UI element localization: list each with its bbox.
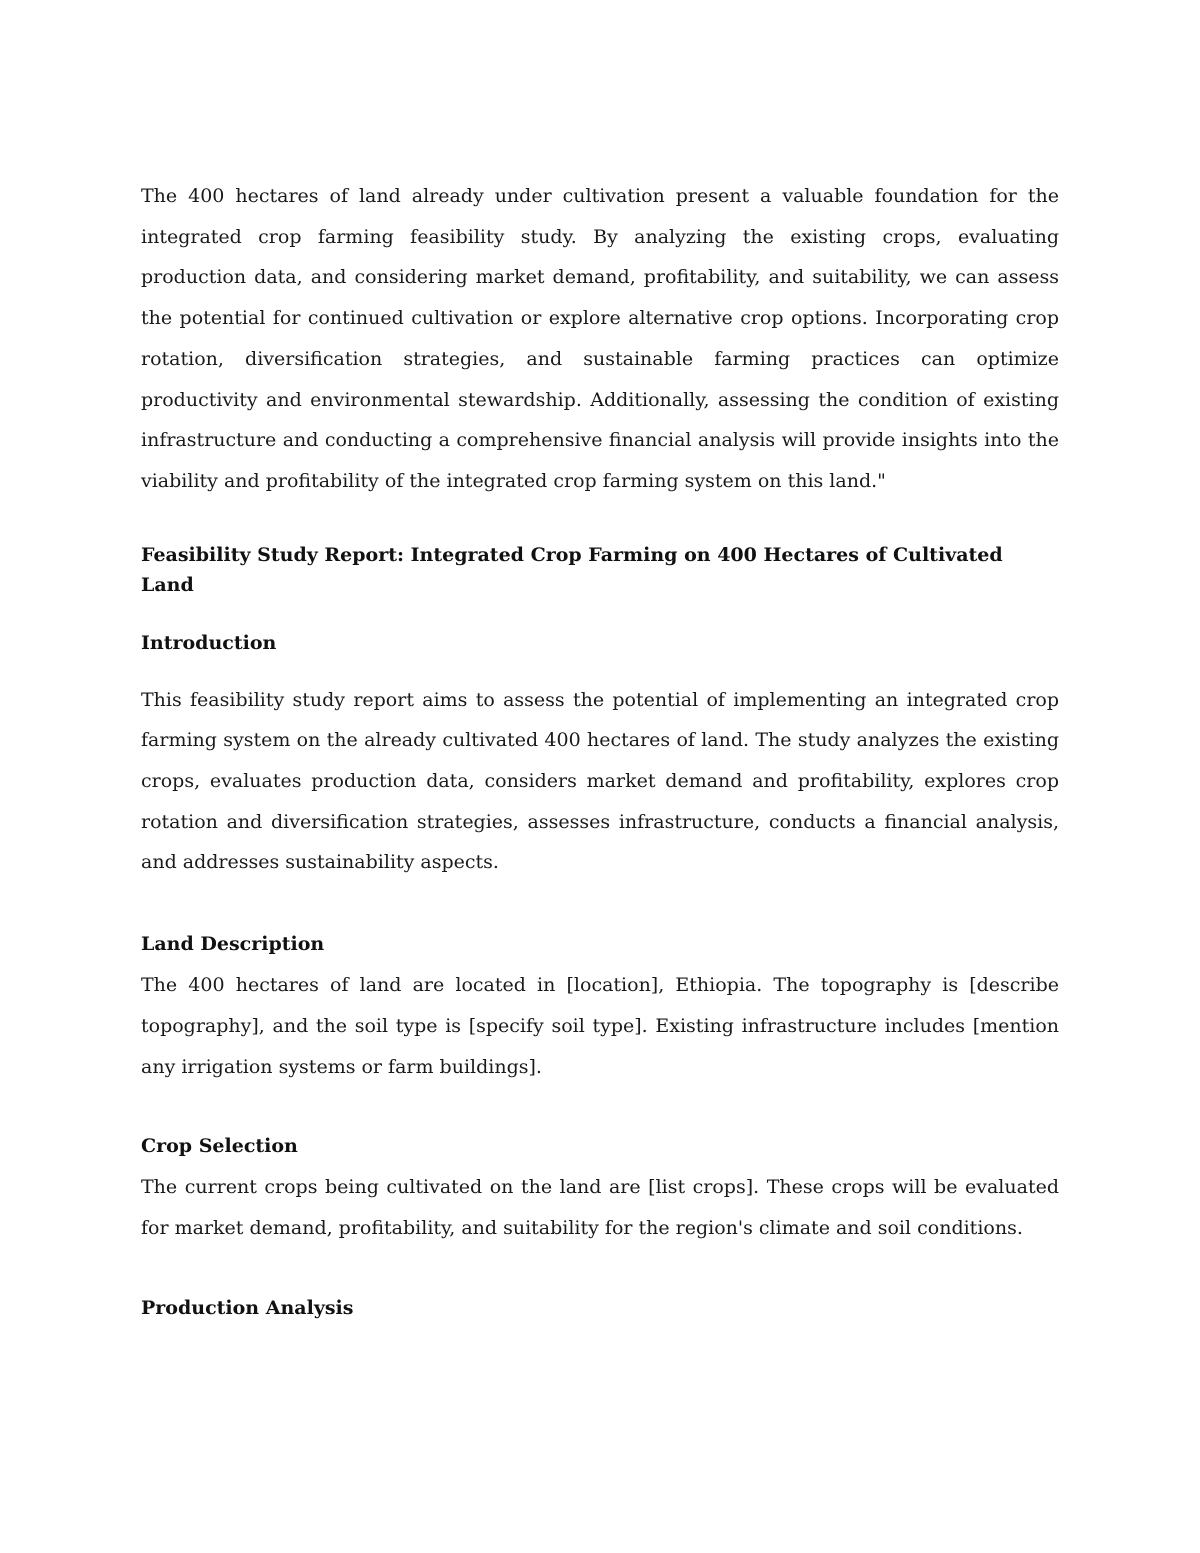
- section-heading-land-description: Land Description: [141, 933, 325, 956]
- report-title: Feasibility Study Report: Integrated Crop Farming on 400 Hectares of Cultivated Land: [141, 543, 1003, 596]
- section-heading-crop-selection: Crop Selection: [141, 1135, 298, 1158]
- section-body-crop-selection: The current crops being cultivated on the land are [list crops]. These crops will be evaluated for market demand, profitability, and suitability for the region's climate and soil conditions.: [141, 1176, 1059, 1239]
- section-body-land-description: The 400 hectares of land are located in [location], Ethiopia. The topography is [describe topography], and the soil type is [specify soil type]. Existing infrastructure includes [mention any irrigation systems or farm buildings].: [141, 974, 1059, 1078]
- opening-paragraph: The 400 hectares of land already under cultivation present a valuable foundation for the integrated crop farming feasibility study. By analyzing the existing crops, evaluating production data, and considering market demand, profitability, and suitability, we can assess the potential for continued cultivation or explore alternative crop options. Incorporating crop rotation, diversification strategies, and sustainable farming practices can optimize productivity and environmental stewardship. Additionally, assessing the condition of existing infrastructure and conducting a comprehensive financial analysis will provide insights into the viability and profitability of the integrated crop farming system on this land.": [141, 185, 1059, 492]
- document-body: [141, 176, 1059, 1329]
- section-body-introduction: This feasibility study report aims to assess the potential of implementing an integrated crop farming system on the already cultivated 400 hectares of land. The study analyzes the existing crops, evaluates production data, considers market demand and profitability, explores crop rotation and diversification strategies, assesses infrastructure, conducts a financial analysis, and addresses sustainability aspects.: [141, 688, 1059, 874]
- section-heading-production-analysis: Production Analysis: [141, 1296, 354, 1319]
- section-heading-introduction: Introduction: [141, 631, 277, 654]
